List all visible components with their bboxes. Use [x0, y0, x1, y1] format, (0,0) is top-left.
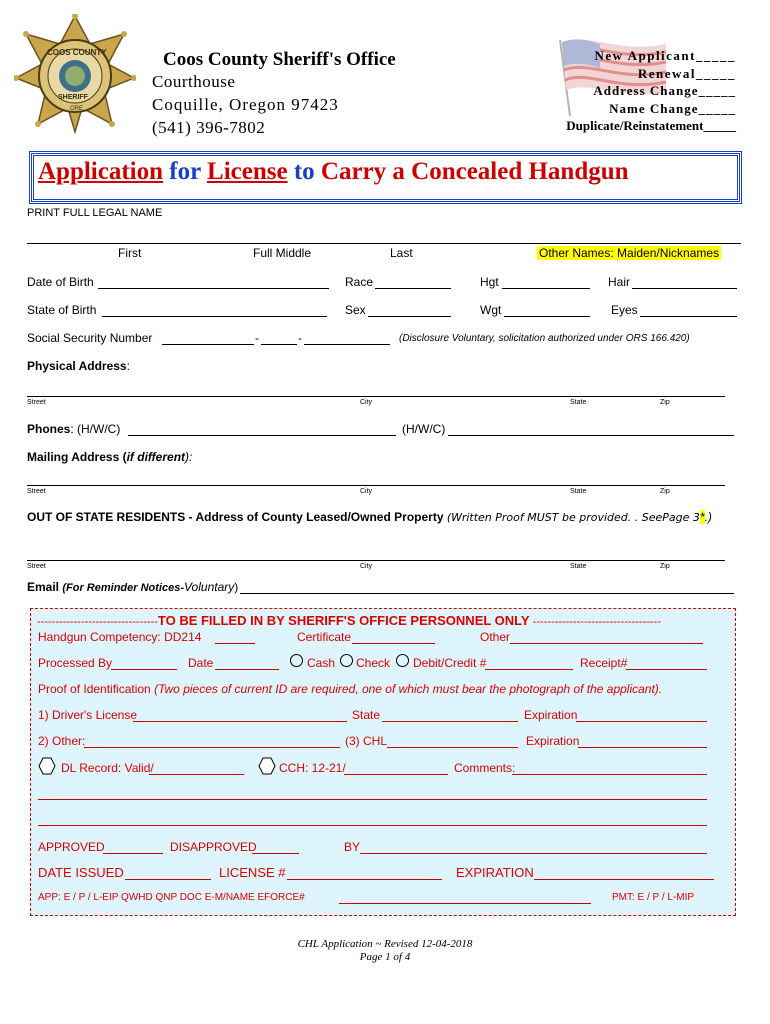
- debit-label: Debit/Credit #: [413, 656, 487, 670]
- eyes-label: Eyes: [611, 303, 638, 317]
- phones-hwc-1: : (H/W/C): [70, 422, 121, 436]
- other-label: Other: [480, 630, 511, 644]
- name-line[interactable]: [27, 243, 741, 244]
- ssn-dash-2: -: [298, 331, 302, 345]
- physical-address-line[interactable]: [27, 396, 725, 397]
- email-close: ): [234, 580, 239, 594]
- dob-label: Date of Birth: [27, 275, 94, 289]
- ssn-dash-1: -: [255, 331, 259, 345]
- date-issued-field[interactable]: [125, 879, 211, 880]
- debit-radio[interactable]: [396, 654, 409, 667]
- mailing-address-line[interactable]: [27, 485, 725, 486]
- dl-state-field[interactable]: [382, 721, 518, 722]
- phone-field-2[interactable]: [448, 435, 734, 436]
- email-note: (For Reminder Notices-: [62, 582, 184, 594]
- race-label: Race: [345, 275, 374, 289]
- app-type-duplicate[interactable]: Duplicate/Reinstatement_____: [566, 118, 736, 133]
- processed-field[interactable]: [111, 669, 177, 670]
- dl-label: 1) Driver's License: [38, 708, 137, 722]
- receipt-field[interactable]: [626, 669, 707, 670]
- oos-address-line[interactable]: [27, 560, 725, 561]
- office-address-2: Coquille, Oregon 97423: [152, 95, 339, 114]
- mailing-city-label: City: [360, 488, 373, 495]
- title-word-rest: Carry a Concealed Handgun: [320, 158, 629, 185]
- ssn-field-2[interactable]: [261, 344, 297, 345]
- chl-label: (3) CHL: [345, 734, 388, 748]
- ssn-label: Social Security Number: [27, 331, 153, 345]
- mailing-state-label: State: [570, 488, 587, 495]
- footer-revision: CHL Application ~ Revised 12-04-2018: [297, 938, 473, 950]
- office-heading-text: TO BE FILLED IN BY SHERIFF'S OFFICE PERSONNEL ONLY: [157, 613, 530, 628]
- cash-radio[interactable]: [290, 654, 303, 667]
- mailing-street-label: Street: [27, 488, 46, 495]
- first-label: First: [118, 246, 142, 260]
- app-codes-label: APP: E / P / L-EIP QWHD QNP DOC E-M/NAME EFORCE#: [38, 892, 305, 903]
- dl-expiration-label: Expiration: [524, 708, 578, 722]
- comments-line-3[interactable]: [38, 825, 707, 826]
- other-names-label: Other Names: Maiden/Nicknames: [539, 246, 720, 260]
- receipt-label: Receipt#: [580, 656, 628, 670]
- email-voluntary: Voluntary: [184, 580, 235, 594]
- proof-note: (Two pieces of current ID are required, one of which must bear the photograph of the applicant).: [154, 682, 663, 696]
- office-name: Coos County Sheriff's Office: [163, 49, 396, 70]
- physical-address-colon: :: [126, 359, 130, 373]
- by-label: BY: [344, 840, 361, 854]
- badge-state-text: ORE: [70, 106, 84, 112]
- date-field[interactable]: [215, 669, 279, 670]
- disapproved-field[interactable]: [252, 853, 299, 854]
- phone-field-1[interactable]: [128, 435, 396, 436]
- eforce-field[interactable]: [339, 903, 591, 904]
- app-type-new[interactable]: New Applicant_____: [594, 48, 736, 63]
- oos-street-label: Street: [27, 563, 46, 570]
- sex-label: Sex: [345, 303, 366, 317]
- check-label: Check: [356, 656, 391, 670]
- mailing-if-different: if different: [126, 450, 186, 464]
- oos-city-label: City: [360, 563, 373, 570]
- comments-field[interactable]: [512, 774, 707, 775]
- ssn-note: (Disclosure Voluntary, solicitation authorized under ORS 166.420): [399, 333, 690, 344]
- proof-label: [38, 682, 662, 696]
- hgt-field[interactable]: [502, 288, 590, 289]
- by-field[interactable]: [360, 853, 707, 854]
- check-radio[interactable]: [340, 654, 353, 667]
- app-type-renewal[interactable]: Renewal_____: [637, 65, 736, 81]
- proof-text: Proof of Identification: [38, 682, 155, 696]
- license-number-label: LICENSE #: [219, 865, 286, 880]
- title-word-application: Application: [38, 158, 164, 185]
- title-word-for: for: [169, 158, 201, 185]
- print-name-label: PRINT FULL LEGAL NAME: [27, 207, 163, 219]
- hair-field[interactable]: [632, 288, 737, 289]
- hair-label: Hair: [608, 275, 631, 289]
- cch-label: CCH: 12-21/: [279, 761, 346, 775]
- certificate-label: Certificate: [297, 630, 352, 644]
- dl-record-field[interactable]: [149, 774, 244, 775]
- oos-state-label: State: [570, 563, 587, 570]
- expiration-field[interactable]: [534, 879, 714, 880]
- heading-dash-left: ---------------------------------: [37, 616, 158, 628]
- title-word-license: License: [207, 158, 288, 185]
- cch-field[interactable]: [344, 774, 448, 775]
- oos-text: OUT OF STATE RESIDENTS - Address of County Leased/Owned Property: [27, 510, 444, 524]
- mailing-zip-label: Zip: [660, 488, 670, 495]
- heading-dash-right: -----------------------------------: [529, 616, 661, 628]
- ssn-field-3[interactable]: [304, 344, 390, 345]
- comments-label: Comments:: [454, 761, 516, 775]
- physical-address-label: [27, 359, 130, 373]
- mailing-address-label: [27, 450, 192, 464]
- other-id-field[interactable]: [84, 747, 340, 748]
- app-type-list: [566, 47, 736, 135]
- approved-field[interactable]: [103, 853, 163, 854]
- footer-page: Page 1 of 4: [359, 951, 411, 963]
- title-word-to: to: [293, 158, 315, 185]
- chl-expiration-field[interactable]: [578, 747, 707, 748]
- ssn-field-1[interactable]: [162, 344, 254, 345]
- oos-star: *: [699, 510, 705, 524]
- dl-expiration-field[interactable]: [576, 721, 707, 722]
- wgt-field[interactable]: [504, 316, 590, 317]
- sheriff-badge: [14, 14, 136, 134]
- phones-label: [27, 422, 120, 436]
- physical-city-label: City: [360, 399, 373, 406]
- approved-label: APPROVED: [38, 840, 105, 854]
- chl-expiration-label: Expiration: [526, 734, 580, 748]
- debit-field[interactable]: [485, 669, 573, 670]
- race-field[interactable]: [375, 288, 451, 289]
- expiration-label: EXPIRATION: [456, 865, 534, 880]
- other-id-label: 2) Other:: [38, 734, 86, 748]
- out-of-state-label: [27, 510, 712, 524]
- cch-checkbox[interactable]: [258, 757, 276, 778]
- office-phone: (541) 396-7802: [152, 118, 266, 137]
- state-of-birth-field[interactable]: [102, 316, 327, 317]
- mailing-text: Mailing Address (: [27, 450, 127, 464]
- middle-label: Full Middle: [253, 246, 312, 260]
- mailing-end: ):: [185, 450, 193, 464]
- hgt-label: Hgt: [480, 275, 499, 289]
- office-address-1: Courthouse: [152, 72, 236, 91]
- dob-field[interactable]: [98, 288, 329, 289]
- date-issued-label: DATE ISSUED: [38, 865, 124, 880]
- cash-label: Cash: [307, 656, 336, 670]
- competency-label: Handgun Competency: DD214: [38, 630, 202, 644]
- last-label: Last: [390, 246, 413, 260]
- email-text: Email: [27, 580, 60, 594]
- oos-end: .): [704, 510, 712, 524]
- physical-zip-label: Zip: [660, 399, 670, 406]
- date-label: Date: [188, 656, 214, 670]
- email-label: [27, 580, 238, 594]
- physical-address-text: Physical Address: [27, 359, 127, 373]
- badge-bottom-text: SHERIFF: [58, 94, 88, 101]
- dl-record-checkbox[interactable]: [38, 757, 56, 778]
- other-field[interactable]: [510, 643, 703, 644]
- eyes-field[interactable]: [640, 316, 737, 317]
- phones-text: Phones: [27, 422, 71, 436]
- phones-hwc-2: (H/W/C): [402, 422, 446, 436]
- physical-street-label: Street: [27, 399, 46, 406]
- app-type-name-change[interactable]: Name Change_____: [609, 100, 736, 116]
- dl-state-label: State: [352, 708, 381, 722]
- sex-field[interactable]: [368, 316, 451, 317]
- badge-top-text: COOS COUNTY: [47, 48, 107, 57]
- dd214-field[interactable]: [215, 643, 255, 644]
- chl-field[interactable]: [387, 747, 518, 748]
- oos-zip-label: Zip: [660, 563, 670, 570]
- license-number-field[interactable]: [287, 879, 442, 880]
- disapproved-label: DISAPPROVED: [170, 840, 257, 854]
- app-type-address-change[interactable]: Address Change_____: [593, 83, 736, 98]
- form-title: [38, 158, 629, 186]
- pmt-label: PMT: E / P / L-MIP: [612, 892, 695, 903]
- processed-label: Processed By: [38, 656, 113, 670]
- state-of-birth-label: State of Birth: [27, 303, 97, 317]
- dl-record-label: DL Record: Valid/: [61, 761, 154, 775]
- oos-note: (Written Proof MUST be provided. . SeePage 3: [446, 511, 700, 524]
- wgt-label: Wgt: [480, 303, 502, 317]
- physical-state-label: State: [570, 399, 587, 406]
- email-field[interactable]: [240, 593, 734, 594]
- comments-line-2[interactable]: [38, 799, 707, 800]
- office-heading: [37, 613, 661, 628]
- certificate-field[interactable]: [352, 643, 435, 644]
- dl-field[interactable]: [133, 721, 347, 722]
